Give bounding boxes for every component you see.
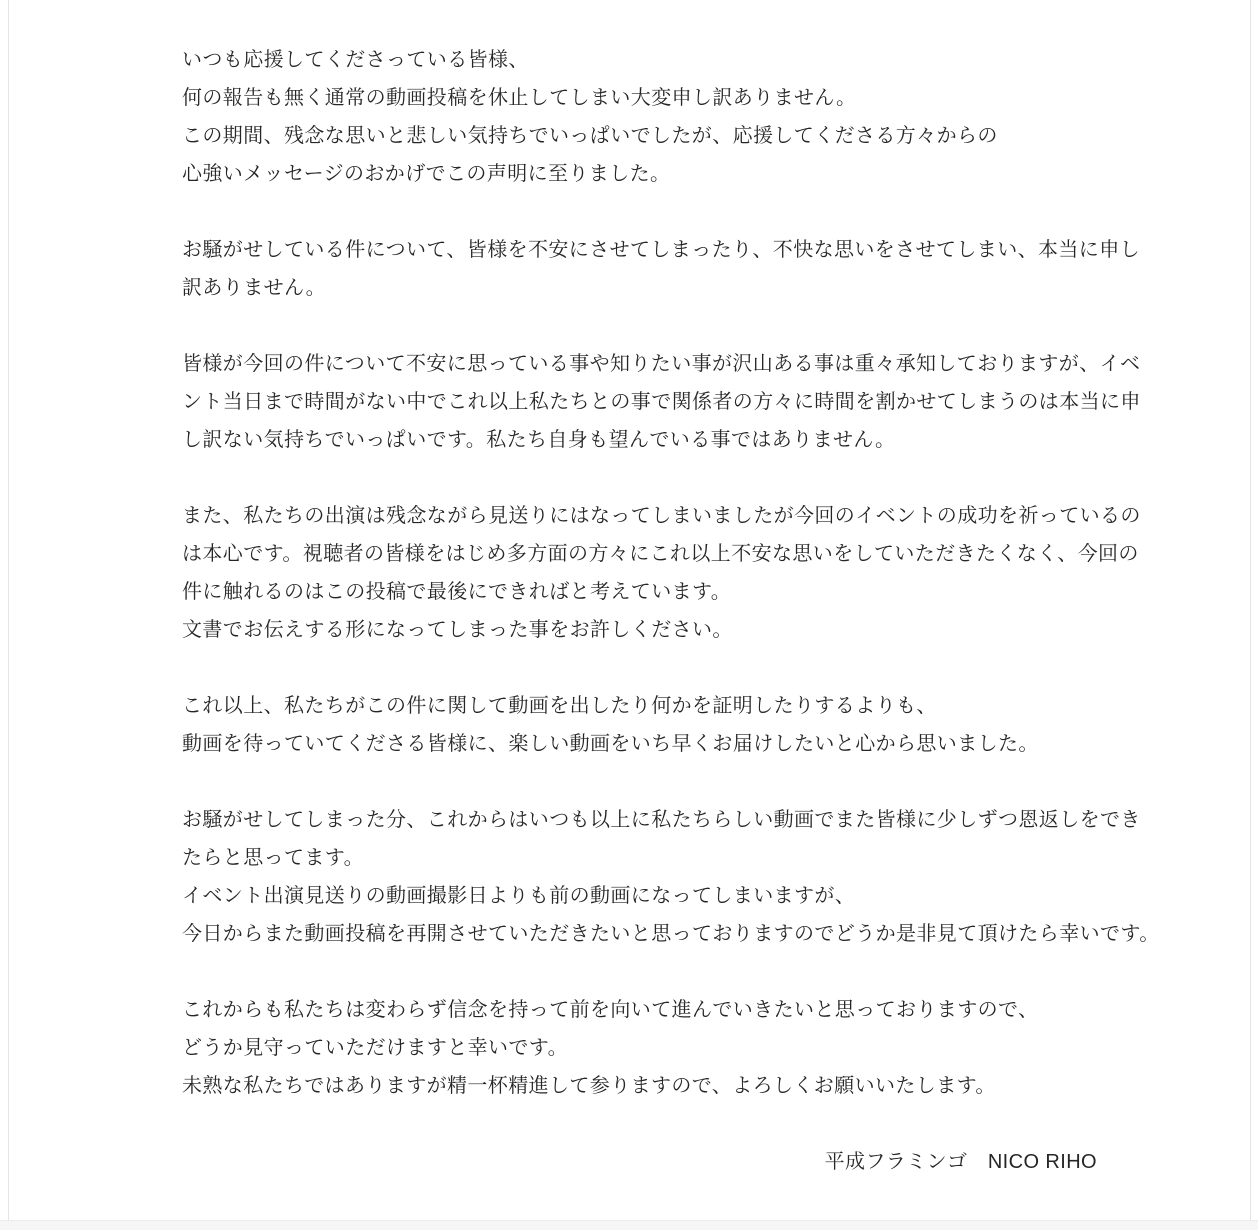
text-line: たらと思ってます。 <box>182 847 364 869</box>
paragraph-resume-posting <box>182 801 1160 953</box>
paragraph-intro <box>182 41 1097 193</box>
text-line: これ以上、私たちがこの件に関して動画を出したり何かを証明したりするよりも、 <box>182 695 937 717</box>
paragraph-videos <box>182 687 1097 763</box>
text-line: 訳ありません。 <box>182 277 326 299</box>
paragraph-apology <box>182 231 1140 307</box>
text-line: イベント出演見送りの動画撮影日よりも前の動画になってしまいますが、 <box>182 885 856 907</box>
text-line: 件に触れるのはこの投稿で最後にできればと考えています。 <box>182 581 732 603</box>
text-line: また、私たちの出演は残念ながら見送りにはなってしまいましたが今回のイベントの成功を祈っているの <box>182 505 1141 527</box>
left-border-line <box>8 0 9 1221</box>
text-line: ント当日まで時間がない中でこれ以上私たちとの事で関係者の方々に時間を割かせてしまうのは本当に申 <box>182 391 1141 413</box>
signature: 平成フラミンゴ NICO RIHO <box>824 1151 1097 1173</box>
text-line: どうか見守っていただけますと幸いです。 <box>182 1037 568 1059</box>
paragraph-event-time <box>182 345 1141 459</box>
paragraph-event-withdrawal <box>182 497 1141 649</box>
text-line: し訳ない気持ちでいっぱいです。私たち自身も望んでいる事ではありません。 <box>182 429 896 451</box>
text-line: この期間、残念な思いと悲しい気持ちでいっぱいでしたが、応援してくださる方々からの <box>182 125 998 147</box>
text-line: 何の報告も無く通常の動画投稿を休止してしまい大変申し訳ありません。 <box>182 87 857 109</box>
text-line: 今日からまた動画投稿を再開させていただきたいと思っておりますのでどうか是非見て頂けたら幸いです。 <box>182 923 1160 945</box>
text-line: は本心です。視聴者の皆様をはじめ多方面の方々にこれ以上不安な思いをしていただきたくなく、今回の <box>182 543 1139 565</box>
text-line: お騒がせしている件について、皆様を不安にさせてしまったり、不快な思いをさせてしまい、本当に申し <box>182 239 1140 261</box>
text-line: 心強いメッセージのおかげでこの声明に至りました。 <box>182 163 671 185</box>
statement-body <box>182 41 1160 1181</box>
right-border-line <box>1250 0 1251 1221</box>
footer-band <box>0 1220 1258 1230</box>
text-line: 動画を待っていてくださる皆様に、楽しい動画をいち早くお届けしたいと心から思いました。 <box>182 733 1039 755</box>
text-line: 文書でお伝えする形になってしまった事をお許しください。 <box>182 619 733 641</box>
paragraph-closing <box>182 991 1097 1105</box>
text-line: これからも私たちは変わらず信念を持って前を向いて進んでいきたいと思っておりますので、 <box>182 999 1039 1021</box>
text-line: お騒がせしてしまった分、これからはいつも以上に私たちらしい動画でまた皆様に少しずつ恩返しをでき <box>182 809 1141 831</box>
text-line: 未熟な私たちではありますが精一杯精進して参りますので、よろしくお願いいたします。 <box>182 1075 996 1097</box>
text-line: 皆様が今回の件について不安に思っている事や知りたい事が沢山ある事は重々承知しておりますが、イベ <box>182 353 1141 375</box>
text-line: いつも応援してくださっている皆様、 <box>182 49 529 71</box>
